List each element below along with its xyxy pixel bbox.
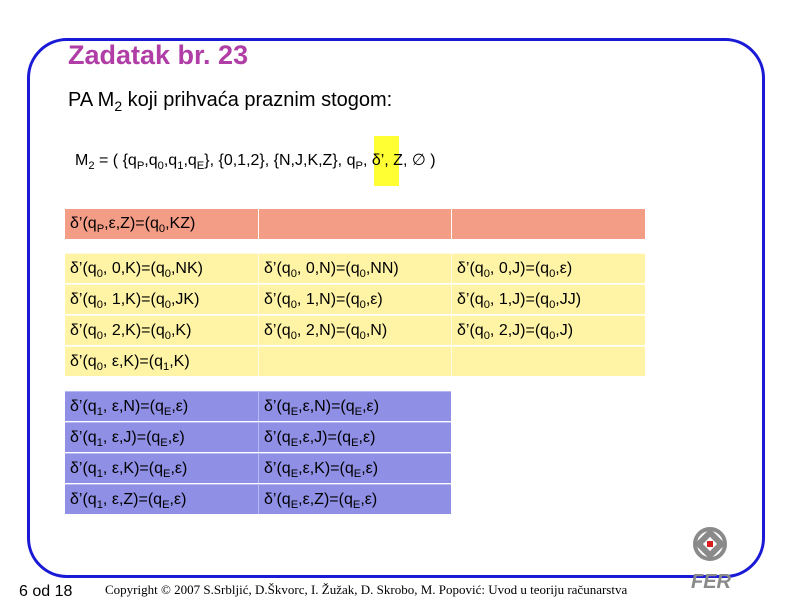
cell-text: δ’(q (264, 429, 291, 446)
cell-subscript: 0 (359, 329, 366, 342)
def-sub: 0 (157, 159, 164, 172)
cell-subscript: E (290, 498, 299, 511)
cell-text: ,ε) (167, 429, 185, 446)
subtitle-sub: 2 (114, 97, 123, 114)
cell-text: ,ε) (171, 398, 189, 415)
cell-text: ,ε) (169, 491, 187, 508)
table-row (65, 209, 645, 239)
def-sub: P (136, 159, 145, 172)
table-cell (258, 346, 451, 376)
cell-text: , 0,J)=(q (489, 260, 550, 277)
page-number: 6 od 18 (19, 583, 73, 600)
table-cell (258, 453, 451, 483)
cell-subscript: 0 (164, 329, 171, 342)
cell-text: δ’(q (70, 322, 97, 339)
cell-subscript: 0 (96, 360, 103, 373)
cell-text: ,NN) (365, 260, 399, 277)
cell-text: , 2,N)=(q (296, 322, 360, 339)
cell-text: ,ε) (361, 460, 379, 477)
copyright-notice: Copyright © 2007 S.Srbljić, D.Škvorc, I. Žužak, D. Skrobo, M. Popović: Uvod u teoriju računarstva (105, 582, 628, 597)
table-cell (258, 315, 451, 345)
cell-subscript: 0 (483, 298, 490, 311)
table-row (65, 284, 645, 314)
cell-subscript: E (290, 436, 299, 449)
table-row (65, 391, 645, 421)
cell-subscript: 1 (96, 467, 103, 480)
def-sub: P (355, 159, 363, 172)
cell-text: ,ε,K)=(q (298, 460, 354, 477)
cell-subscript: 0 (96, 329, 103, 342)
subtitle-text-1: PA M (68, 89, 115, 111)
cell-text: , 0,N)=(q (296, 260, 360, 277)
table-cell (65, 391, 258, 421)
cell-text: , 1,J)=(q (489, 291, 550, 308)
def-sub: 1 (177, 159, 184, 172)
cell-text: ,KZ) (165, 215, 196, 232)
table-cell (65, 453, 258, 483)
cell-text: ,JJ) (555, 291, 582, 308)
table-cell (258, 209, 451, 239)
table-cell (258, 391, 451, 421)
cell-text: ,NK) (170, 260, 203, 277)
cell-subscript: 0 (359, 298, 366, 311)
cell-subscript: 0 (290, 329, 297, 342)
table-cell (451, 209, 645, 239)
cell-subscript: 0 (290, 298, 297, 311)
table-cell (451, 315, 645, 345)
table-cell (258, 284, 451, 314)
table-cell (65, 315, 258, 345)
cell-text: , ε,N)=(q (102, 398, 164, 415)
table-row (65, 484, 645, 514)
cell-text: , ε,K)=(q (102, 460, 163, 477)
cell-subscript: E (160, 436, 168, 449)
cell-subscript: E (351, 436, 359, 449)
cell-text: δ’(q (264, 260, 291, 277)
table-cell (65, 209, 258, 239)
table-cell (65, 346, 258, 376)
cell-subscript: 0 (483, 267, 490, 280)
def-part: ,q (183, 152, 197, 169)
cell-text: δ’(q (70, 215, 97, 232)
table-cell (65, 284, 258, 314)
fer-logo-icon (688, 527, 732, 593)
cell-subscript: 0 (549, 298, 556, 311)
cell-text: δ’(q (264, 291, 291, 308)
cell-subscript: E (353, 467, 362, 480)
def-part: ,q (163, 152, 178, 169)
table-row (65, 453, 645, 483)
cell-text: δ’(q (70, 353, 97, 370)
cell-text: ,J) (555, 322, 574, 339)
cell-subscript: E (354, 405, 363, 418)
automaton-definition (75, 150, 436, 170)
cell-text: δ’(q (264, 322, 291, 339)
cell-subscript: E (162, 498, 170, 511)
cell-text: , 1,K)=(q (102, 291, 165, 308)
cell-subscript: 0 (549, 267, 556, 280)
cell-text: δ’(q (70, 398, 97, 415)
cell-text: δ’(q (264, 460, 291, 477)
cell-text: ,ε) (362, 398, 380, 415)
cell-subscript: 0 (164, 298, 171, 311)
cell-subscript: 0 (483, 329, 490, 342)
cell-text: δ’(q (70, 460, 97, 477)
cell-subscript: E (352, 498, 361, 511)
cell-text: ,ε,J)=(q (298, 429, 352, 446)
table-cell (258, 253, 451, 283)
cell-text: ,ε) (365, 291, 383, 308)
cell-text: δ’(q (70, 260, 97, 277)
cell-text: ,ε,Z)=(q (298, 491, 353, 508)
cell-subscript: 0 (96, 298, 103, 311)
cell-subscript: E (162, 467, 171, 480)
def-part: = ( {q (94, 152, 137, 169)
cell-text: , 0,K)=(q (102, 260, 165, 277)
cell-text: ,ε) (555, 260, 573, 277)
cell-subscript: 0 (96, 267, 103, 280)
cell-text: , ε,J)=(q (102, 429, 161, 446)
cell-text: ,K) (170, 322, 192, 339)
cell-text: ,ε,Z)=(q (104, 215, 159, 232)
cell-text: δ’(q (264, 491, 291, 508)
cell-text: ,K) (169, 353, 190, 370)
cell-text: ,ε) (170, 460, 188, 477)
cell-subscript: E (290, 405, 299, 418)
table-row (65, 346, 645, 376)
cell-text: δ’(q (70, 291, 97, 308)
cell-text: δ’(q (70, 491, 97, 508)
def-sub: E (196, 159, 205, 172)
cell-subscript: E (163, 405, 172, 418)
table-cell (258, 422, 451, 452)
table-row (65, 253, 645, 283)
cell-subscript: 1 (162, 360, 170, 373)
def-part: ,q (144, 152, 158, 169)
cell-subscript: E (290, 467, 299, 480)
cell-text: , ε,K)=(q (102, 353, 163, 370)
slide-title: Zadatak br. 23 (68, 40, 249, 70)
cell-text: δ’(q (70, 429, 97, 446)
subtitle-text-2: koji prihvaća praznim stogom: (122, 89, 393, 111)
cell-subscript: 1 (96, 498, 103, 511)
cell-subscript: 0 (549, 329, 556, 342)
table-cell (65, 253, 258, 283)
cell-text: δ’(q (457, 322, 484, 339)
cell-text: ,ε) (358, 429, 376, 446)
cell-subscript: 0 (359, 267, 366, 280)
cell-subscript: 0 (164, 267, 171, 280)
cell-text: , 1,N)=(q (296, 291, 360, 308)
cell-text: ,ε) (360, 491, 378, 508)
table-row (65, 422, 645, 452)
cell-text: δ’(q (457, 260, 484, 277)
table-cell (258, 484, 451, 514)
cell-subscript: P (96, 222, 105, 235)
table-row (65, 315, 645, 345)
table-cell (65, 422, 258, 452)
fer-logo-text: FER (691, 571, 731, 593)
cell-text: δ’(q (457, 291, 484, 308)
cell-text: ,JK) (170, 291, 200, 308)
cell-text: , 2,J)=(q (489, 322, 550, 339)
def-sub: 2 (88, 159, 95, 172)
cell-subscript: 0 (290, 267, 297, 280)
cell-text: ,ε,N)=(q (298, 398, 355, 415)
cell-text: δ’(q (264, 398, 291, 415)
cell-subscript: 0 (158, 222, 166, 235)
table-cell (451, 346, 645, 376)
cell-subscript: 1 (96, 436, 103, 449)
def-part: M (75, 152, 89, 169)
cell-subscript: 1 (96, 405, 103, 418)
def-part: , δ’, Z, ∅ ) (362, 152, 436, 169)
cell-text: ,N) (365, 322, 388, 339)
cell-text: , 2,K)=(q (102, 322, 165, 339)
table-cell (451, 284, 645, 314)
slide-subtitle (68, 89, 392, 112)
table-cell (451, 253, 645, 283)
def-part: }, {0,1,2}, {N,J,K,Z}, q (204, 152, 356, 169)
table-cell (65, 484, 258, 514)
cell-text: , ε,Z)=(q (102, 491, 163, 508)
